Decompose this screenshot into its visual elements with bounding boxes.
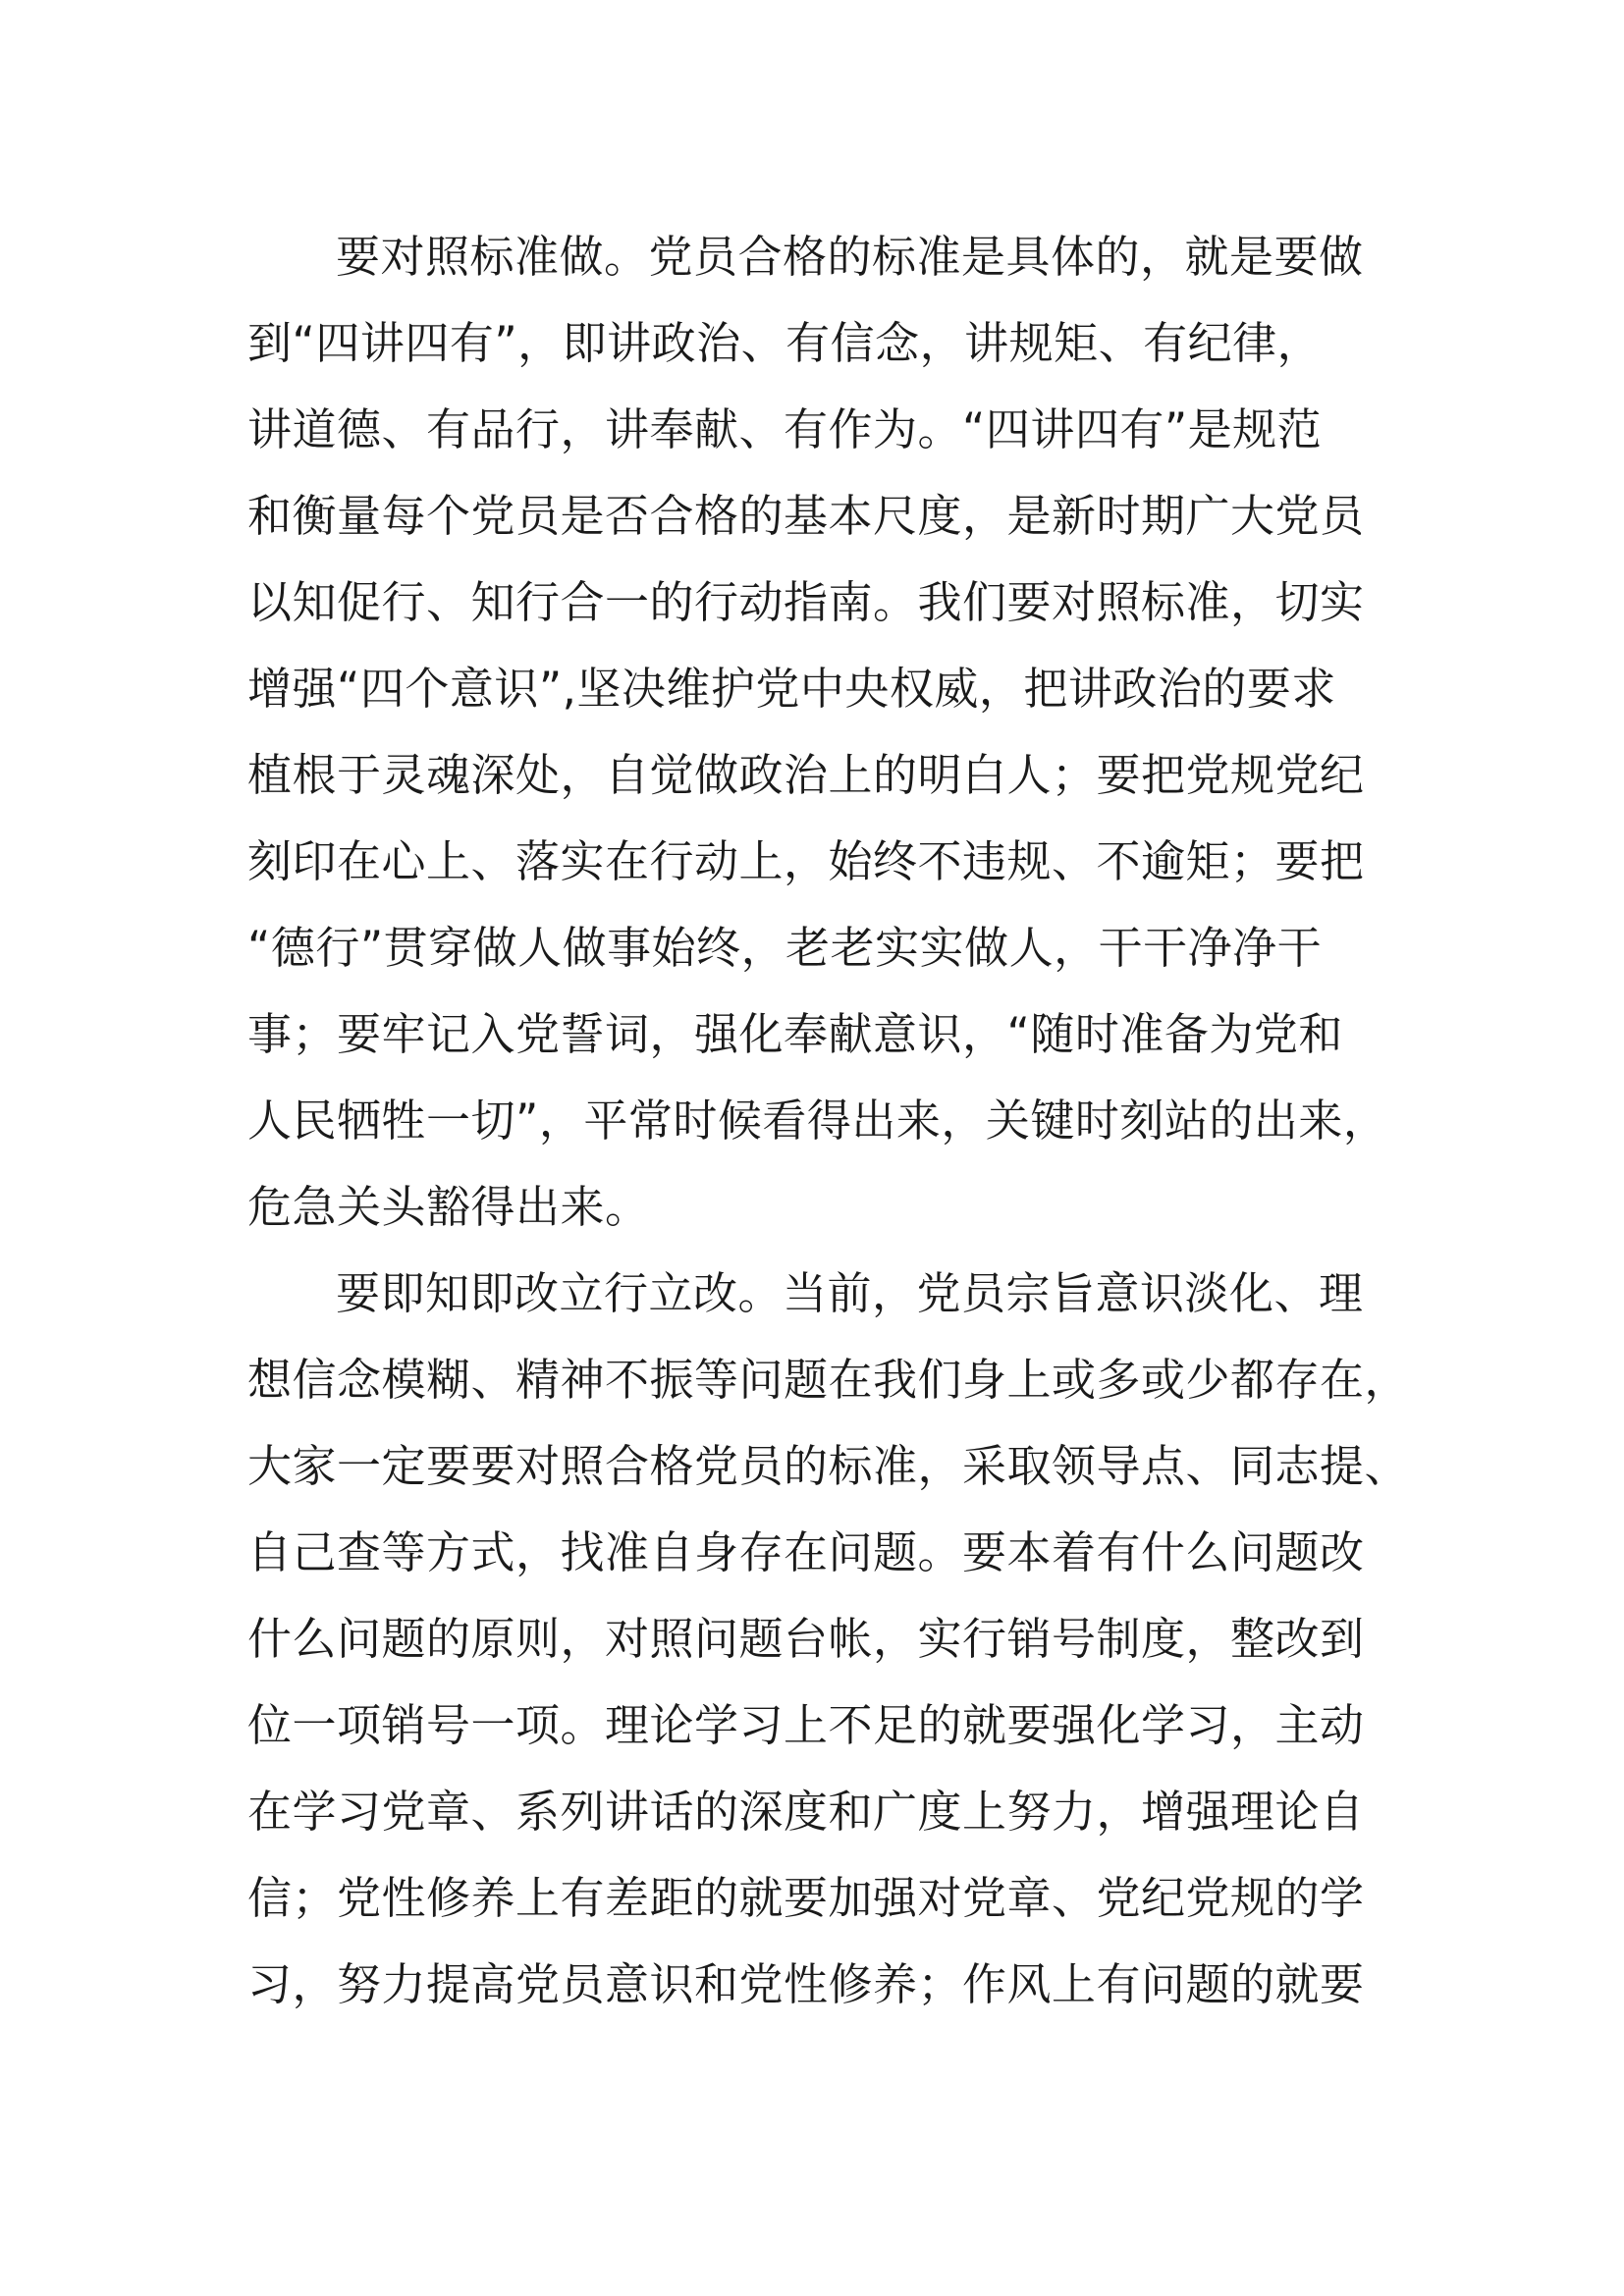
paragraph-2-line-8: 信；党性修养上有差距的就要加强对党章、党纪党规的学 bbox=[247, 1872, 1365, 1924]
paragraph-2-line-9: 习，努力提高党员意识和党性修养；作风上有问题的就要 bbox=[247, 1958, 1365, 2010]
paragraph-2-line-1: 要即知即改立行立改。当前，党员宗旨意识淡化、理 bbox=[336, 1267, 1364, 1319]
paragraph-2-line-6: 位一项销号一项。理论学习上不足的就要强化学习，主动 bbox=[247, 1699, 1365, 1751]
paragraph-1-line-3: 讲道德、有品行，讲奉献、有作为。“四讲四有”是规范 bbox=[247, 403, 1323, 455]
paragraph-1-line-1: 要对照标准做。党员合格的标准是具体的，就是要做 bbox=[336, 231, 1364, 283]
paragraph-1-line-5: 以知促行、知行合一的行动指南。我们要对照标准，切实 bbox=[247, 576, 1365, 628]
paragraph-1-line-6: 增强“四个意识”,坚决维护党中央权威，把讲政治的要求 bbox=[247, 663, 1336, 715]
paragraph-1-line-8: 刻印在心上、落实在行动上，始终不违规、不逾矩；要把 bbox=[247, 835, 1365, 887]
paragraph-2-line-3: 大家一定要要对照合格党员的标准，采取领导点、同志提、 bbox=[247, 1440, 1410, 1492]
paragraph-1-line-9: “德行”贯穿做人做事始终，老老实实做人，干干净净干 bbox=[247, 922, 1323, 974]
paragraph-2-line-5: 什么问题的原则，对照问题台帐，实行销号制度，整改到 bbox=[247, 1613, 1365, 1665]
paragraph-1-line-4: 和衡量每个党员是否合格的基本尺度，是新时期广大党员 bbox=[247, 490, 1365, 542]
paragraph-1-line-11: 人民牺牲一切”，平常时候看得出来，关键时刻站的出来， bbox=[247, 1095, 1388, 1147]
paragraph-1-line-7: 植根于灵魂深处，自觉做政治上的明白人；要把党规党纪 bbox=[247, 749, 1365, 801]
paragraph-2-line-7: 在学习党章、系列讲话的深度和广度上努力，增强理论自 bbox=[247, 1786, 1365, 1838]
paragraph-2-line-4: 自己查等方式，找准自身存在问题。要本着有什么问题改 bbox=[247, 1526, 1365, 1578]
paragraph-1-line-12: 危急关头豁得出来。 bbox=[247, 1181, 650, 1233]
paragraph-2-line-2: 想信念模糊、精神不振等问题在我们身上或多或少都存在， bbox=[247, 1354, 1410, 1406]
paragraph-1-line-2: 到“四讲四有”，即讲政治、有信念，讲规矩、有纪律， bbox=[247, 317, 1323, 369]
paragraph-1-line-10: 事；要牢记入党誓词，强化奉献意识，“随时准备为党和 bbox=[247, 1008, 1343, 1060]
